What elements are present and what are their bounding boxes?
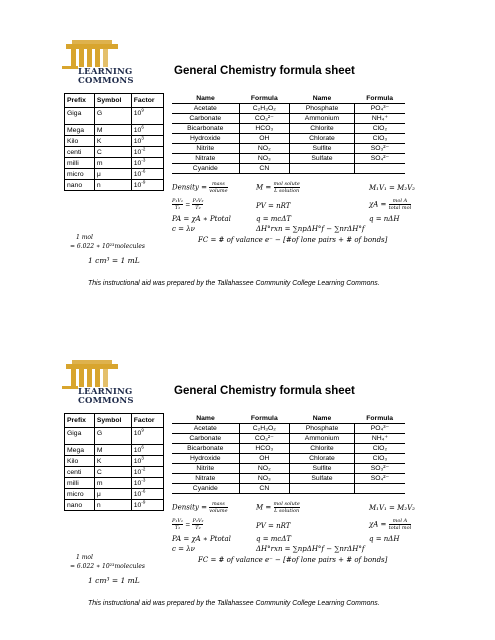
gas-law-eq: $\frac{\text{P₁V₁}}{\text{T₁}}$ = $\frac{\text{P₂V₂}}{\text{T₂}}$ xyxy=(172,518,204,531)
ion-formula: NO₂ xyxy=(239,464,290,474)
header-formula: Formula xyxy=(354,414,405,424)
ion-formula: NO₃ xyxy=(239,154,290,164)
prefix-factor: $10^{-2}$ xyxy=(131,147,163,158)
prefix-header xyxy=(65,94,164,108)
hess-eq: ΔH°rxn = ∑npΔH°f − ∑nrΔH°f xyxy=(256,545,365,553)
ion-formula xyxy=(354,484,405,494)
ion-row xyxy=(172,124,405,134)
prefix-row xyxy=(65,489,164,500)
ion-name: Chlorate xyxy=(290,134,355,144)
prefix-symbol: C xyxy=(94,467,131,478)
prefix-factor: $10^9$ xyxy=(131,428,163,439)
ion-formula xyxy=(354,164,405,174)
ion-table xyxy=(172,94,405,174)
prefix-symbol: μ xyxy=(94,169,131,180)
ion-name: Acetate xyxy=(172,424,239,434)
hess-eq: ΔH°rxn = ∑npΔH°f − ∑nrΔH°f xyxy=(256,225,365,233)
logo-line-1: LEARNING xyxy=(78,387,133,397)
prefix-row xyxy=(65,445,164,456)
ion-formula: ClO₂ xyxy=(354,444,405,454)
prefix-name: centi xyxy=(65,147,95,158)
ion-formula: SO₃²⁻ xyxy=(354,144,405,154)
prefix-row xyxy=(65,125,164,136)
prefix-symbol: M xyxy=(94,445,131,456)
prefix-table xyxy=(64,413,164,511)
prefix-name: Mega xyxy=(65,125,95,136)
logo-line-1: LEARNING xyxy=(78,67,133,77)
mole-definition xyxy=(70,553,145,571)
prefix-table xyxy=(64,93,164,191)
mole-definition xyxy=(70,233,145,251)
header-factor: Factor xyxy=(131,94,163,108)
building-icon xyxy=(62,38,122,70)
ion-formula: HCO₃ xyxy=(239,444,290,454)
ion-row xyxy=(172,134,405,144)
prefix-name: milli xyxy=(65,158,95,169)
ion-formula: CO₃²⁻ xyxy=(239,114,290,124)
prefix-header xyxy=(65,414,164,428)
ion-formula: C₂H₃O₂ xyxy=(239,424,290,434)
learning-commons-logo xyxy=(62,358,134,406)
dilution-eq: M₁V₁ = M₂V₂ xyxy=(369,504,415,512)
ion-row xyxy=(172,474,405,484)
ion-name: Bicarbonate xyxy=(172,444,239,454)
header-name: Name xyxy=(172,94,239,104)
ion-name: Acetate xyxy=(172,104,239,114)
ion-name: Cyanide xyxy=(172,484,239,494)
ion-name: Hydroxide xyxy=(172,134,239,144)
prefix-row xyxy=(65,180,164,191)
header-factor: Factor xyxy=(131,414,163,428)
prefix-name: Mega xyxy=(65,445,95,456)
prefix-factor: $10^{-3}$ xyxy=(131,478,163,489)
ion-formula: OH xyxy=(239,134,290,144)
ion-name: Sulfate xyxy=(290,154,355,164)
ion-formula: CO₃²⁻ xyxy=(239,434,290,444)
ion-row xyxy=(172,114,405,124)
partial-pressure-eq: PA = χA ∗ Ptotal xyxy=(172,535,231,543)
ion-row xyxy=(172,154,405,164)
ion-row xyxy=(172,444,405,454)
prefix-factor: $10^{-6}$ xyxy=(131,489,163,500)
ion-row xyxy=(172,484,405,494)
page-title: General Chemistry formula sheet xyxy=(174,65,355,77)
prefix-symbol: n xyxy=(94,500,131,511)
prefix-factor: $10^{-2}$ xyxy=(131,467,163,478)
header-name: Name xyxy=(290,94,355,104)
prefix-row xyxy=(65,108,164,119)
prefix-factor: $10^{-3}$ xyxy=(131,158,163,169)
ion-row xyxy=(172,464,405,474)
prefix-factor: $10^6$ xyxy=(131,125,163,136)
ion-name: Sulfite xyxy=(290,144,355,154)
density-eq: Density = $\frac{\text{mass}}{\text{volume}}$ xyxy=(172,181,228,194)
ion-table xyxy=(172,414,405,494)
molarity-eq: M = $\frac{\text{mol solute}}{\text{L solution}}$ xyxy=(256,181,300,194)
prefix-symbol: n xyxy=(94,180,131,191)
ion-name: Chlorate xyxy=(290,454,355,464)
prefix-name: Kilo xyxy=(65,456,95,467)
ion-formula: OH xyxy=(239,454,290,464)
ion-formula: CN xyxy=(239,484,290,494)
ion-formula: C₂H₃O₂ xyxy=(239,104,290,114)
prefix-factor: $10^{-9}$ xyxy=(131,180,163,191)
logo-line-2: COMMONS xyxy=(78,396,134,406)
prefix-name: Giga xyxy=(65,428,95,439)
prefix-factor: $10^3$ xyxy=(131,136,163,147)
prefix-symbol: M xyxy=(94,125,131,136)
ideal-gas-eq: PV = nRT xyxy=(256,202,291,210)
ion-formula: NH₄⁺ xyxy=(354,114,405,124)
prefix-row xyxy=(65,147,164,158)
ion-name: Sulfate xyxy=(290,474,355,484)
ion-formula: ClO₃ xyxy=(354,454,405,464)
light-eq: c = λν xyxy=(172,225,195,233)
ion-name: Bicarbonate xyxy=(172,124,239,134)
prefix-symbol: m xyxy=(94,158,131,169)
learning-commons-logo xyxy=(62,38,134,86)
header-prefix: Prefix xyxy=(65,414,95,428)
dilution-eq: M₁V₁ = M₂V₂ xyxy=(369,184,415,192)
mole-line-2: = 6.022 ∗ 10²³molecules xyxy=(70,563,145,570)
ion-name: Chlorite xyxy=(290,124,355,134)
ion-header xyxy=(172,94,405,104)
ion-name xyxy=(290,484,355,494)
ion-name: Carbonate xyxy=(172,114,239,124)
prefix-row xyxy=(65,478,164,489)
ion-row xyxy=(172,424,405,434)
header-name: Name xyxy=(290,414,355,424)
mole-line-2: = 6.022 ∗ 10²³molecules xyxy=(70,243,145,250)
ion-name xyxy=(290,164,355,174)
ion-name: Chlorite xyxy=(290,444,355,454)
ion-name: Cyanide xyxy=(172,164,239,174)
prefix-name: Kilo xyxy=(65,136,95,147)
mole-fraction-eq: χA = $\frac{\text{mol A}}{\text{total mol}}$ xyxy=(369,198,412,211)
ion-formula: HCO₃ xyxy=(239,124,290,134)
prefix-row xyxy=(65,456,164,467)
ion-name: Nitrite xyxy=(172,464,239,474)
prefix-name: micro xyxy=(65,169,95,180)
header-prefix: Prefix xyxy=(65,94,95,108)
prefix-name: micro xyxy=(65,489,95,500)
ion-name: Ammonium xyxy=(290,114,355,124)
ion-name: Nitrate xyxy=(172,474,239,484)
ion-row xyxy=(172,434,405,444)
density-eq: Density = $\frac{\text{mass}}{\text{volume}}$ xyxy=(172,501,228,514)
heat-eq: q = mcΔT xyxy=(256,215,292,223)
mole-line-1: 1 mol xyxy=(76,234,93,241)
ion-formula: SO₄²⁻ xyxy=(354,474,405,484)
ion-row xyxy=(172,144,405,154)
prefix-symbol: G xyxy=(94,108,131,119)
header-symbol: Symbol xyxy=(94,94,131,108)
prefix-name: nano xyxy=(65,500,95,511)
ion-formula: PO₄³⁻ xyxy=(354,424,405,434)
prefix-name: Giga xyxy=(65,108,95,119)
header-formula: Formula xyxy=(354,94,405,104)
header-formula: Formula xyxy=(239,94,290,104)
ion-name: Carbonate xyxy=(172,434,239,444)
formula-sheet-top xyxy=(0,18,495,318)
ion-header xyxy=(172,414,405,424)
ion-row xyxy=(172,454,405,464)
prefix-factor: $10^3$ xyxy=(131,456,163,467)
gas-law-eq: $\frac{\text{P₁V₁}}{\text{T₁}}$ = $\frac{\text{P₂V₂}}{\text{T₂}}$ xyxy=(172,198,204,211)
ion-name: Nitrite xyxy=(172,144,239,154)
formal-charge-eq: FC = # of valance e⁻ − [#of lone pairs + # of bonds] xyxy=(198,236,388,244)
page-title: General Chemistry formula sheet xyxy=(174,385,355,397)
prefix-name: milli xyxy=(65,478,95,489)
ion-name: Phosphate xyxy=(290,104,355,114)
prefix-factor: $10^{-6}$ xyxy=(131,169,163,180)
footer-note: This instructional aid was prepared by the Tallahassee Community College Learning Commons. xyxy=(88,600,380,607)
prefix-factor: $10^9$ xyxy=(131,108,163,119)
mole-fraction-eq: χA = $\frac{\text{mol A}}{\text{total mol}}$ xyxy=(369,518,412,531)
prefix-row xyxy=(65,136,164,147)
molarity-eq: M = $\frac{\text{mol solute}}{\text{L solution}}$ xyxy=(256,501,300,514)
header-symbol: Symbol xyxy=(94,414,131,428)
ion-row xyxy=(172,164,405,174)
prefix-row xyxy=(65,467,164,478)
enthalpy-q-eq: q = nΔH xyxy=(369,535,400,543)
building-icon xyxy=(62,358,122,390)
formal-charge-eq: FC = # of valance e⁻ − [#of lone pairs + # of bonds] xyxy=(198,556,388,564)
prefix-name: centi xyxy=(65,467,95,478)
ion-formula: NH₄⁺ xyxy=(354,434,405,444)
formula-sheet-bottom xyxy=(0,338,495,638)
header-name: Name xyxy=(172,414,239,424)
prefix-symbol: C xyxy=(94,147,131,158)
ion-formula: PO₄³⁻ xyxy=(354,104,405,114)
prefix-symbol: μ xyxy=(94,489,131,500)
prefix-symbol: G xyxy=(94,428,131,439)
prefix-symbol: m xyxy=(94,478,131,489)
prefix-factor: $10^{-9}$ xyxy=(131,500,163,511)
prefix-factor: $10^6$ xyxy=(131,445,163,456)
prefix-symbol: K xyxy=(94,456,131,467)
ideal-gas-eq: PV = nRT xyxy=(256,522,291,530)
mole-line-1: 1 mol xyxy=(76,554,93,561)
ion-formula: SO₃²⁻ xyxy=(354,464,405,474)
volume-equivalence: 1 cm³ = 1 mL xyxy=(88,576,140,585)
prefix-symbol: K xyxy=(94,136,131,147)
ion-formula: SO₄²⁻ xyxy=(354,154,405,164)
partial-pressure-eq: PA = χA ∗ Ptotal xyxy=(172,215,231,223)
ion-row xyxy=(172,104,405,114)
ion-formula: CN xyxy=(239,164,290,174)
ion-name: Sulfite xyxy=(290,464,355,474)
prefix-row xyxy=(65,500,164,511)
logo-line-2: COMMONS xyxy=(78,76,134,86)
volume-equivalence: 1 cm³ = 1 mL xyxy=(88,256,140,265)
ion-formula: NO₂ xyxy=(239,144,290,154)
ion-formula: ClO₃ xyxy=(354,134,405,144)
ion-formula: NO₃ xyxy=(239,474,290,484)
header-formula: Formula xyxy=(239,414,290,424)
ion-name: Ammonium xyxy=(290,434,355,444)
prefix-row xyxy=(65,169,164,180)
footer-note: This instructional aid was prepared by the Tallahassee Community College Learning Commons. xyxy=(88,280,380,287)
prefix-row xyxy=(65,158,164,169)
ion-formula: ClO₂ xyxy=(354,124,405,134)
prefix-row xyxy=(65,428,164,439)
enthalpy-q-eq: q = nΔH xyxy=(369,215,400,223)
ion-name: Phosphate xyxy=(290,424,355,434)
light-eq: c = λν xyxy=(172,545,195,553)
ion-name: Nitrate xyxy=(172,154,239,164)
prefix-name: nano xyxy=(65,180,95,191)
ion-name: Hydroxide xyxy=(172,454,239,464)
heat-eq: q = mcΔT xyxy=(256,535,292,543)
